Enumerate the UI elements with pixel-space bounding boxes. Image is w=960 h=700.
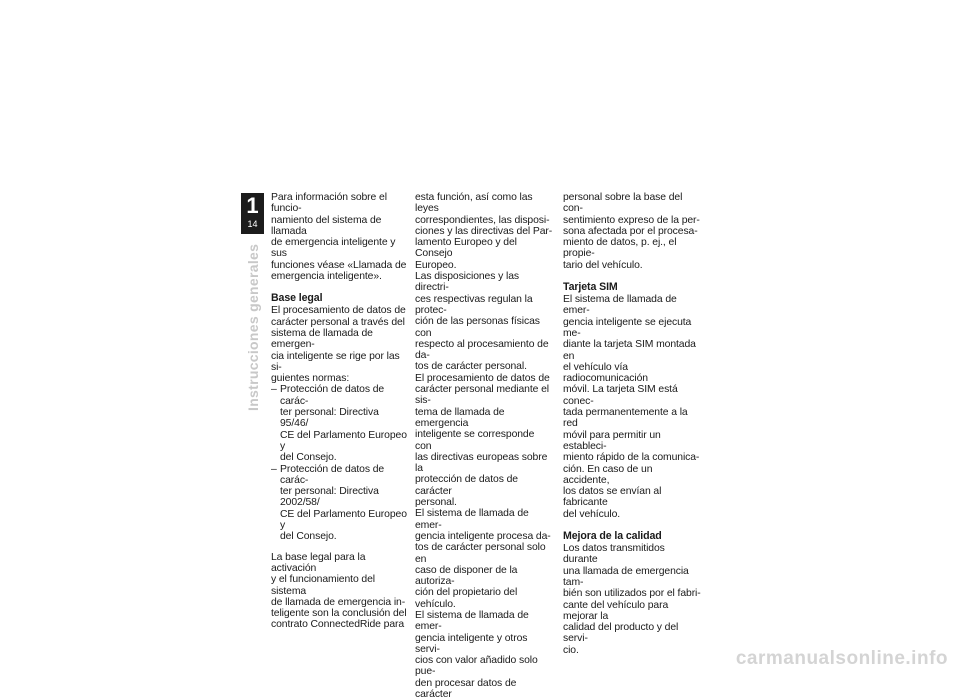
intro-paragraph: Para información sobre el funcio- namiento del sistema de llamada de emergencia inteligente y sus funciones véase «Llamada de emergencia inteligente». — [271, 192, 407, 283]
bullet-dash: – — [271, 384, 277, 396]
list-item — [271, 384, 409, 463]
list-item — [271, 464, 409, 543]
paragraph: El sistema de llamada de emer- gencia inteligente procesa da- tos de carácter personal solo en caso de disponer de la autoriza- ción del propietario del vehículo. — [415, 508, 551, 610]
chapter-tab — [241, 193, 264, 234]
chapter-number: 1 — [246, 193, 259, 218]
base-legal-paragraph: El procesamiento de datos de carácter personal a través del sistema de llamada de emergen- cia inteligente se rige por las si- guientes normas: — [271, 305, 406, 385]
paragraph: Las disposiciones y las directri- ces respectivas regulan la protec- ción de las personas físicas con respecto al procesamiento de da- tos de carácter personal. — [415, 271, 549, 373]
paragraph: El procesamiento de datos de carácter personal mediante el sis- tema de llamada de emergencia inteligente se corresponde con las directivas europeas sobre la protección de datos de carácter personal. — [415, 372, 550, 509]
text-column-2 — [415, 192, 553, 700]
heading-tarjeta-sim: Tarjeta SIM — [563, 281, 618, 294]
bullet-dash: – — [271, 463, 277, 475]
paragraph: esta función, así como las leyes correspondientes, las disposi- ciones y las directivas del Par- lamento Europeo y del Consejo Europeo. — [415, 192, 553, 271]
list-item-text: Protección de datos de carác- ter personal: Directiva 2002/58/ CE del Parlamento Europeo y del Consejo. — [280, 463, 407, 543]
text-column-3 — [563, 192, 701, 656]
heading-mejora-calidad: Mejora de la calidad — [563, 530, 662, 543]
closing-paragraph: La base legal para la activación y el funcionamiento del sistema de llamada de emergencia in- teligente son la conclusión del contrato ConnectedRide para — [271, 551, 407, 631]
mejora-paragraph: Los datos transmitidos durante una llamada de emergencia tam- bién son utilizados por el fabri- cante del vehículo para mejorar la calidad del producto y del servi- cio. — [563, 543, 701, 656]
paragraph: personal sobre la base del con- sentimiento expreso de la per- sona afectada por el procesa- miento de datos, p. ej., el propie- tario del vehículo. — [563, 192, 700, 271]
heading-base-legal: Base legal — [271, 292, 323, 305]
list-item-text: Protección de datos de carác- ter personal: Directiva 95/46/ CE del Parlamento Europeo y del Consejo. — [280, 384, 407, 464]
page-number: 14 — [247, 219, 258, 229]
text-column-1 — [271, 192, 409, 631]
sim-paragraph: El sistema de llamada de emer- gencia inteligente se ejecuta me- diante la tarjeta SIM montada en el vehículo vía radiocomunicación móvil. La tarjeta SIM está conec- tada permanentemente a la red móvil para permitir un estableci- miento rápido de la comunica- ción. En caso de un accidente, los datos se envían al fabricante del vehículo. — [563, 294, 700, 520]
chapter-title: Instrucciones generales — [245, 243, 261, 411]
paragraph: El sistema de llamada de emer- gencia inteligente y otros servi- cios con valor añadido solo pue- den procesar datos de carácter — [415, 609, 538, 700]
watermark: carmanualsonline.info — [735, 648, 948, 669]
